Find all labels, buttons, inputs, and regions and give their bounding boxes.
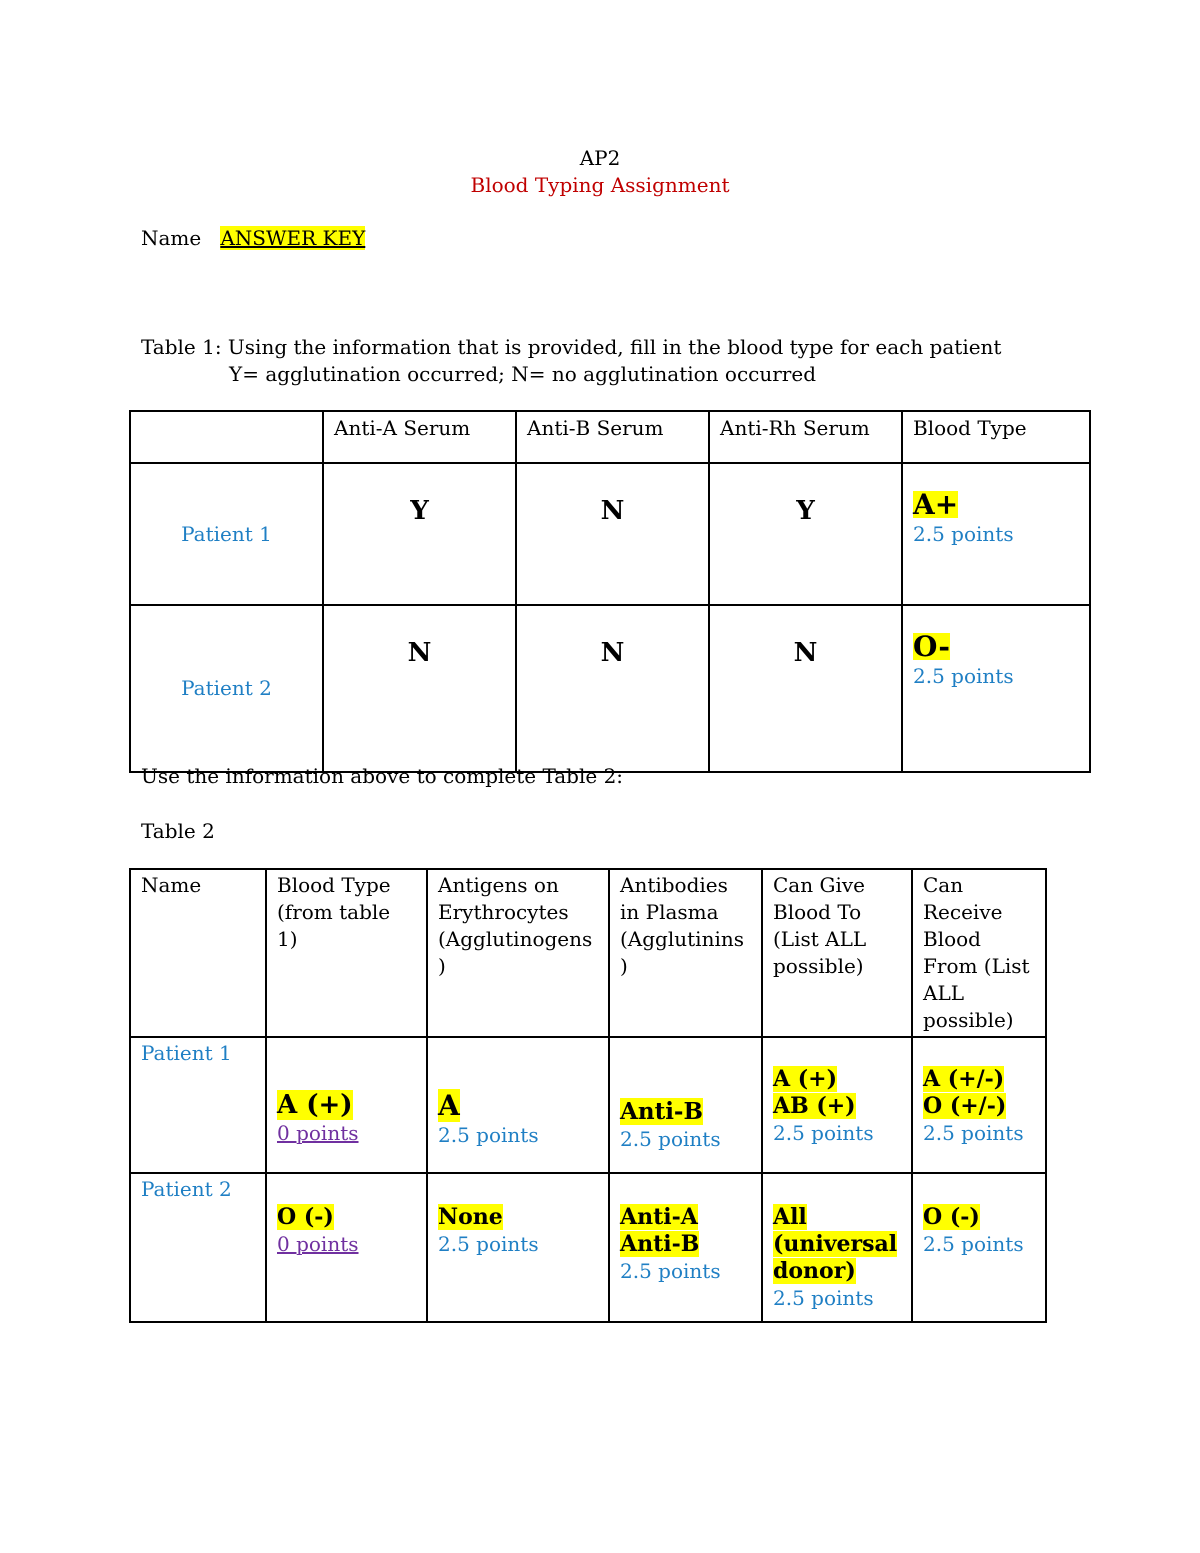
points-label: 2.5 points bbox=[773, 1286, 874, 1310]
can-give-answer: donor) bbox=[773, 1258, 856, 1284]
table-row bbox=[130, 1173, 1046, 1322]
anti-rh-result: N bbox=[709, 605, 902, 772]
anti-b-result: N bbox=[516, 605, 709, 772]
points-label: 2.5 points bbox=[913, 522, 1014, 546]
blood-type-cell bbox=[266, 1037, 427, 1173]
blood-type-answer: A (+) bbox=[277, 1090, 353, 1120]
anti-b-result: N bbox=[516, 463, 709, 605]
points-label: 2.5 points bbox=[620, 1259, 721, 1283]
table-2 bbox=[129, 868, 1047, 1323]
table-header-row bbox=[130, 869, 1046, 1037]
can-give-cell bbox=[762, 1173, 912, 1322]
antibodies-answer: Anti-B bbox=[620, 1231, 700, 1257]
table-header-cell: Name bbox=[130, 869, 266, 1037]
name-value: ANSWER KEY bbox=[220, 226, 366, 250]
patient-label: Patient 2 bbox=[130, 605, 323, 772]
blood-type-cell bbox=[266, 1173, 427, 1322]
table-row bbox=[130, 1037, 1046, 1173]
blood-type-answer: O- bbox=[913, 630, 951, 663]
can-receive-cell bbox=[912, 1037, 1046, 1173]
table-header-row bbox=[130, 411, 1090, 463]
can-give-answer: A (+) bbox=[773, 1066, 837, 1092]
antibodies-cell bbox=[609, 1173, 762, 1322]
points-label: 2.5 points bbox=[438, 1123, 539, 1147]
table-header-cell bbox=[130, 411, 323, 463]
points-label: 2.5 points bbox=[620, 1127, 721, 1151]
anti-a-result: Y bbox=[323, 463, 516, 605]
antigens-cell bbox=[427, 1173, 609, 1322]
antibodies-answer: Anti-B bbox=[620, 1098, 703, 1125]
table-header-cell: Can Give Blood To (List ALL possible) bbox=[762, 869, 912, 1037]
patient-label: Patient 2 bbox=[130, 1173, 266, 1322]
points-label: 2.5 points bbox=[773, 1121, 874, 1145]
points-label: 2.5 points bbox=[923, 1232, 1024, 1256]
table1-caption: Table 1: Using the information that is provided, fill in the blood type for each patient bbox=[141, 335, 1002, 359]
table-1 bbox=[129, 410, 1091, 773]
blood-type-cell bbox=[902, 463, 1090, 605]
can-receive-cell bbox=[912, 1173, 1046, 1322]
can-receive-answer: O (+/-) bbox=[923, 1093, 1007, 1119]
anti-a-result: N bbox=[323, 605, 516, 772]
antibodies-cell bbox=[609, 1037, 762, 1173]
points-label: 2.5 points bbox=[923, 1121, 1024, 1145]
points-label: 2.5 points bbox=[913, 664, 1014, 688]
table-header-cell: Anti-Rh Serum bbox=[709, 411, 902, 463]
can-give-answer: All bbox=[773, 1204, 807, 1230]
table-header-cell: Can Receive Blood From (List ALL possible) bbox=[912, 869, 1046, 1037]
can-receive-answer: O (-) bbox=[923, 1204, 980, 1230]
assignment-title: Blood Typing Assignment bbox=[470, 173, 730, 197]
points-label: 0 points bbox=[277, 1121, 359, 1145]
antigens-cell bbox=[427, 1037, 609, 1173]
table2-caption: Table 2 bbox=[141, 819, 215, 843]
antibodies-answer: Anti-A bbox=[620, 1204, 698, 1230]
name-label: Name bbox=[141, 226, 202, 250]
can-give-answer: AB (+) bbox=[773, 1093, 856, 1119]
points-label: 0 points bbox=[277, 1232, 359, 1256]
table2-instruction: Use the information above to complete Table 2: bbox=[141, 764, 624, 788]
table-row bbox=[130, 463, 1090, 605]
can-give-cell bbox=[762, 1037, 912, 1173]
table-header-cell: Antigens on Erythrocytes (Agglutinogens ) bbox=[427, 869, 609, 1037]
blood-type-answer: A+ bbox=[913, 488, 959, 521]
table-header-cell: Anti-A Serum bbox=[323, 411, 516, 463]
blood-type-cell bbox=[902, 605, 1090, 772]
can-receive-answer: A (+/-) bbox=[923, 1066, 1005, 1092]
table-header-cell: Anti-B Serum bbox=[516, 411, 709, 463]
table1-caption-legend: Y= agglutination occurred; N= no agglutination occurred bbox=[229, 362, 816, 386]
antigens-answer: None bbox=[438, 1204, 503, 1230]
points-label: 2.5 points bbox=[438, 1232, 539, 1256]
anti-rh-result: Y bbox=[709, 463, 902, 605]
can-give-answer: (universal bbox=[773, 1231, 898, 1257]
table-header-cell: Antibodies in Plasma (Agglutinins ) bbox=[609, 869, 762, 1037]
patient-label: Patient 1 bbox=[130, 1037, 266, 1173]
name-line bbox=[141, 226, 365, 250]
table-header-cell: Blood Type bbox=[902, 411, 1090, 463]
patient-label: Patient 1 bbox=[130, 463, 323, 605]
table-row bbox=[130, 605, 1090, 772]
table-header-cell: Blood Type (from table 1) bbox=[266, 869, 427, 1037]
antigens-answer: A bbox=[438, 1089, 460, 1122]
blood-type-answer: O (-) bbox=[277, 1204, 334, 1230]
course-title: AP2 bbox=[579, 146, 621, 170]
